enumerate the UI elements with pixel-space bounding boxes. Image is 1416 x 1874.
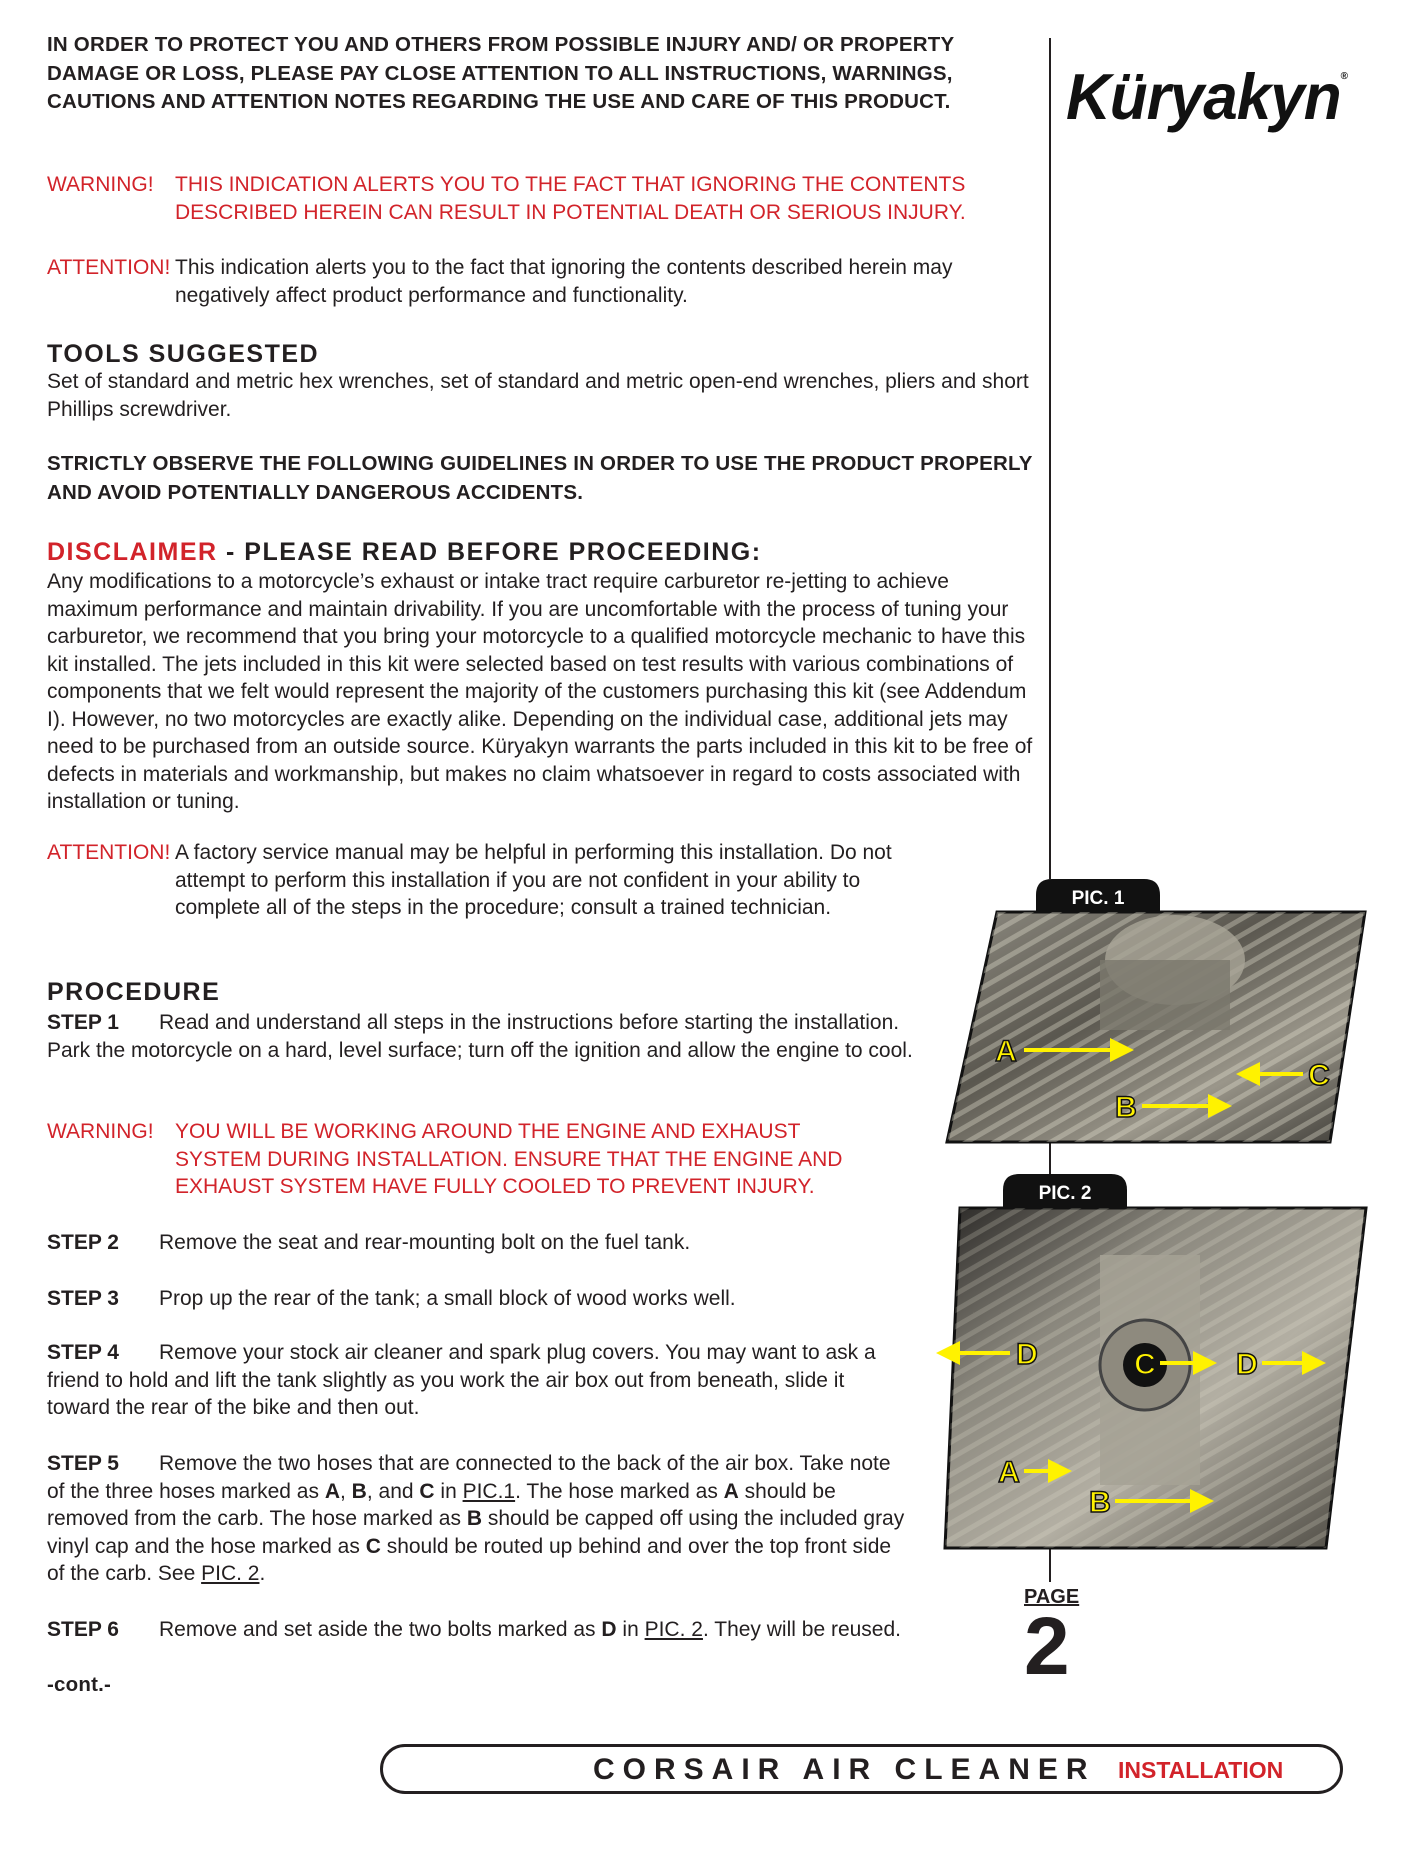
pic2-photo [940,1174,1366,1548]
step-label: STEP 6 [47,1618,119,1641]
step-label: STEP 3 [47,1287,119,1310]
hose-a-ref: A [324,1479,340,1503]
product-title: CORSAIR AIR CLEANER [593,1753,1096,1786]
logo-text: Küryakyn [1066,61,1341,134]
page-label: PAGE [1024,1586,1080,1608]
disclaimer-text: Any modifications to a motorcycle’s exhaust or intake tract require carburetor re-jetting to achieve maximum performance and maintain drivability. If you are uncomfortable with the process of tuning your carburetor, we recommend that you bring your motorcycle to a qualified motorcycle mechanic to have this kit installed. The jets included in this kit were selected based on test results with various combinations of components that we felt would represent the majority of the customers purchasing this kit (see Addendum I). However, no two motorcycles are exactly alike. Depending on the individual case, additional jets may need to be purchased from an outside source. Küryakyn warrants the parts included in this kit to be free of defects in materials and workmanship, but makes no claim whatsoever in regard to costs associated with installation or tuning. [47,570,1033,813]
attention-text: A factory service manual may be helpful in performing this installation. Do not attempt to perform this installation if you are not confident in your ability to complete all of the steps in the procedure; consult a trained technician. [175,841,892,919]
step-text: , [340,1479,352,1503]
label-c: C [1134,1348,1156,1381]
step-text: Remove your stock air cleaner and spark plug covers. You may want to ask a friend to hold and lift the tank slightly as you work the air box out from beneath, slide it toward the rear of the bike and then out. [47,1341,876,1419]
hose-c-ref: C [419,1479,435,1503]
guidelines-heading: STRICTLY OBSERVE THE FOLLOWING GUIDELINES IN ORDER TO USE THE PRODUCT PROPERLY AND AVOID POTENTIALLY DANGEROUS ACCIDENTS. [47,452,1033,504]
pic1-tab-label: PIC. 1 [1071,888,1125,909]
step-label: STEP 5 [47,1452,119,1475]
disclaimer-label: DISCLAIMER [47,538,218,566]
step-text: . The hose marked as [515,1479,724,1503]
warning-text: YOU WILL BE WORKING AROUND THE ENGINE AND EXHAUST SYSTEM DURING INSTALLATION. ENSURE THAT THE ENGINE AND EXHAUST SYSTEM HAVE FULLY COOLED TO PREVENT INJURY. [175,1120,843,1198]
step-label: STEP 1 [47,1011,119,1034]
installation-label: INSTALLATION [1118,1757,1284,1783]
warning-label: WARNING! [47,173,154,196]
disclaimer-subtitle: - PLEASE READ BEFORE PROCEEDING: [217,538,762,566]
step-text: should be removed from the carb. The hose marked as [47,1479,836,1530]
hose-c-ref: C [365,1534,381,1558]
pic2-link[interactable]: PIC. 2 [644,1618,703,1641]
step-label: STEP 2 [47,1231,119,1254]
hose-b-ref: B [351,1479,367,1503]
step-text: Remove and set aside the two bolts marked as [159,1618,602,1641]
step-label: STEP 4 [47,1341,119,1364]
label-a: A [998,1456,1020,1489]
step-text: in [434,1479,463,1503]
attention-label: ATTENTION! [47,841,171,864]
pic1-link[interactable]: PIC.1 [462,1479,516,1503]
step-text: in [616,1618,645,1641]
label-d: D [1016,1338,1038,1371]
attention-label: ATTENTION! [47,256,171,279]
warning-text: THIS INDICATION ALERTS YOU TO THE FACT THAT IGNORING THE CONTENTS DESCRIBED HEREIN CAN RESULT IN POTENTIAL DEATH OR SERIOUS INJURY. [175,173,966,224]
step-text: , and [366,1479,420,1503]
step-text: . They will be reused. [702,1618,901,1641]
step-text: Remove the two hoses that are connected to the back of the air box. Take note of the three hoses marked as [47,1452,891,1503]
pic2-link[interactable]: PIC. 2 [201,1562,260,1585]
label-b: B [1089,1486,1111,1519]
page-number: 2 [1024,1601,1070,1692]
label-b: B [1115,1091,1137,1124]
bolt-d-ref: D [601,1618,617,1641]
step-text: should be routed up behind and over the top front side of the carb. See [47,1534,892,1585]
footer-banner [380,1744,1343,1794]
step-text: Prop up the rear of the tank; a small block of wood works well. [159,1287,736,1310]
intro-heading: IN ORDER TO PROTECT YOU AND OTHERS FROM POSSIBLE INJURY AND/ OR PROPERTY DAMAGE OR LOSS, PLEASE PAY CLOSE ATTENTION TO ALL INSTRUCTIONS, WARNINGS, CAUTIONS AND ATTENTION NOTES REGARDING THE USE AND CARE OF THIS PRODUCT. [47,33,955,113]
step-text: Read and understand all steps in the instructions before starting the installation. Park the motorcycle on a hard, level surface; turn off the ignition and allow the engine to cool. [47,1011,913,1062]
step-text: Remove the seat and rear-mounting bolt on the fuel tank. [159,1231,691,1254]
hose-b-ref: B [466,1507,482,1530]
pic1-photo [947,879,1365,1142]
step-text: should be capped off using the included gray vinyl cap and the hose marked as [47,1507,905,1558]
tools-title: TOOLS SUGGESTED [47,340,320,368]
procedure-title: PROCEDURE [47,978,221,1006]
warning-label: WARNING! [47,1120,154,1143]
label-c: C [1308,1059,1330,1092]
attention-text: This indication alerts you to the fact that ignoring the contents described herein may negatively affect product performance and functionality. [175,256,953,307]
continued-note: -cont.- [47,1673,112,1696]
label-d: D [1236,1348,1258,1381]
step-text: . [259,1562,266,1585]
hose-a-ref: A [723,1479,739,1503]
label-a: A [995,1035,1017,1068]
pic2-tab-label: PIC. 2 [1038,1183,1092,1204]
tools-text: Set of standard and metric hex wrenches, set of standard and metric open-end wrenches, pliers and short Phillips screwdriver. [47,370,1029,421]
registered-mark: ® [1340,70,1347,83]
